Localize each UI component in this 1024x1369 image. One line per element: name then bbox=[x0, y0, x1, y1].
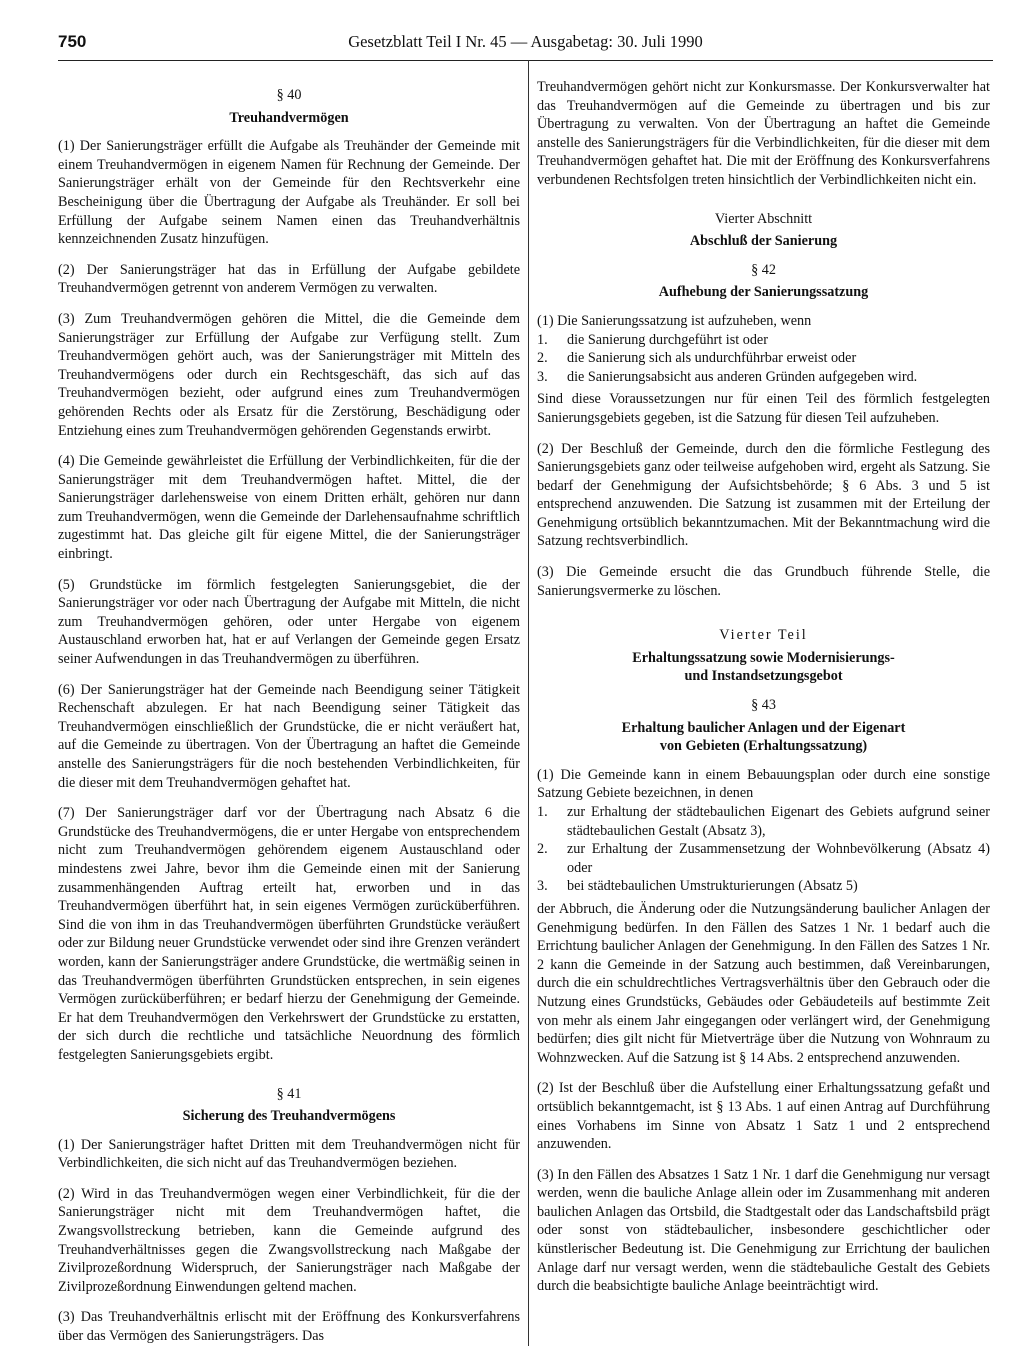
teil-label: Vierter Teil bbox=[719, 627, 808, 644]
section-41-para-3: (3) Das Treuhandverhältnis erlischt mit der Eröffnung des Konkursverfahrens über das Vermögen des Sanierungsträgers. Das bbox=[58, 1309, 520, 1345]
section-40-para-1: (1) Der Sanierungsträger erfüllt die Aufgabe als Treuhänder der Gemeinde mit einem Treuhandvermögen in eigenem Namen für Rechnung der Gemeinde. Der Sanierungsträger erhält von der Gemeinde für den Rechtsverkehr eine Bescheinigung über die Übertragung der Aufgabe als Treuhänder. Er soll bei Erfüllung der Aufgabe seinem Namen einen das Treuhandverhältnis kennzeichnenden Zusatz hinzufügen. bbox=[58, 138, 520, 248]
section-42-para-3: (3) Die Gemeinde ersucht die das Grundbuch führende Stelle, die Sanierungsvermerke zu löschen. bbox=[537, 564, 990, 599]
section-42-title: Aufhebung der Sanierungssatzung bbox=[658, 284, 869, 301]
continuation-paragraph: Treuhandvermögen gehört nicht zur Konkursmasse. Der Konkursverwalter hat das Treuhandvermögen auf die Gemeinde zu übertragen und bis zur Übertragung zu verwalten. Von der Übertragung an haftet die Gemeinde anstelle des Sanierungsträgers für die Verbindlichkeiten, für die dieser mit dem Treuhandvermögen gehaftet hat. Die mit der Eröffnung des Konkursverfahrens verbundenen Rechtsfolgen treten hinsichtlich der Verbindlichkeiten nicht ein. bbox=[537, 79, 990, 188]
column-divider bbox=[528, 60, 529, 1346]
list-item bbox=[537, 877, 990, 896]
list-item-number: 3. bbox=[537, 368, 548, 385]
section-40-para-7: (7) Der Sanierungsträger darf vor der Übertragung nach Absatz 6 die Grundstücke des Treuhandvermögens, die er unter Hergabe von entsprechendem nicht zum Treuhandvermögen gehörendem eigenem Austauschland oder mindestens zwei Jahre, bevor ihm die Gemeinde einen mit der Sanierung zusammenhängenden Auftrag erteilt hat, erworben und in das Treuhandvermögen überführt hat, in sein eigenes Vermögen zurücküberführen. Sind die von ihm in das Treuhandvermögen überführten Grundstücke veräußert oder zur Bildung neuer Grundstücke verwendet oder sind ihre Grenzen verändert worden, kann der Sanierungsträger andere Grundstücke, die wertmäßig seinen in das Treuhandvermögen überführten Grundstücken entsprechen, in sein eigenes Vermögen zurücküberführen; er bedarf hierzu der Genehmigung der Gemeinde. Er hat dem Treuhandvermögen den Verkehrswert der Grundstücke zu erstatten, der sich durch die rechtliche und tatsächliche Neuordnung des förmlich festgelegten Sanierungsgebiets ergibt. bbox=[58, 805, 520, 1063]
section-42-para-1-after: Sind diese Voraussetzungen nur für einen Teil des förmlich festgelegten Sanierungsgebiets gegeben, ist die Satzung für diesen Teil aufzuheben. bbox=[537, 391, 990, 426]
section-40-number: § 40 bbox=[276, 87, 302, 103]
teil-title-line-2: und Instandsetzungsgebot bbox=[684, 668, 843, 685]
list-item bbox=[537, 331, 990, 350]
section-41-title: Sicherung des Treuhandvermögens bbox=[182, 1108, 396, 1125]
list-item bbox=[537, 349, 990, 368]
list-item-number: 2. bbox=[537, 350, 548, 367]
left-column bbox=[58, 86, 520, 1358]
section-42-para-2: (2) Der Beschluß der Gemeinde, durch den die förmliche Festlegung des Sanierungsgebiets ganz oder teilweise aufgehoben wird, ergeht als Satzung. Sie bedarf der Genehmigung der Aufsichtsbehörde; § 6 Abs. 3 und 5 ist entsprechend anzuwenden. Die Satzung ist zusammen mit der Erteilung der Genehmigung ortsüblich bekanntzumachen. Mit der Bekanntmachung wird die Satzung rechtsverbindlich. bbox=[537, 440, 990, 550]
section-40-para-6: (6) Der Sanierungsträger hat der Gemeinde nach Beendigung seiner Tätigkeit Rechenschaft abzulegen. Er hat nach Beendigung seiner Tätigkeit das Treuhandvermögen einschließlich der Grundstücke, die er nicht veräußert hat, auf die Gemeinde zu übertragen. Von der Übertragung an haftet die Gemeinde anstelle des Sanierungsträgers für die noch bestehenden Verbindlichkeiten, für die dieser mit dem Treuhandvermögen gehaftet hat. bbox=[58, 681, 520, 791]
section-40-para-3: (3) Zum Treuhandvermögen gehören die Mittel, die die Gemeinde dem Sanierungsträger zur Erfüllung der Aufgabe zur Verfügung stellt. Zum Treuhandvermögen gehört auch, was der Sanierungsträger mit Mitteln des Treuhandvermögens oder durch ein Rechtsgeschäft, das sich auf das Treuhandvermögen bezieht, oder aufgrund eines zum Treuhandvermögen gehörenden Rechts oder als Ersatz für die Zerstörung, Beschädigung oder Entziehung eines zum Treuhandvermögen gehörenden Gegenstands erwirbt. bbox=[58, 310, 520, 439]
section-43-para-3: (3) In den Fällen des Absatzes 1 Satz 1 Nr. 1 darf die Genehmigung nur versagt werden, wenn die bauliche Anlage allein oder im Zusammenhang mit anderen baulichen Anlagen das Ortsbild, die Stadtgestalt oder das Landschaftsbild prägt oder sonst von städtebaulicher, insbesondere geschichtlicher oder künstlerischer Bedeutung ist. Die Genehmigung zur Errichtung der baulichen Anlage darf nur versagt werden, wenn die städtebauliche Gestalt des Gebiets durch die beabsichtigte bauliche Anlage beeinträchtigt wird. bbox=[537, 1166, 990, 1295]
list-item-text: zur Erhaltung der Zusammensetzung der Wohnbevölkerung (Absatz 4) oder bbox=[567, 841, 990, 876]
section-42-list bbox=[537, 331, 990, 387]
section-42-number: § 42 bbox=[751, 261, 776, 278]
section-42-para-1-intro: (1) Die Sanierungssatzung ist aufzuheben, wenn bbox=[537, 312, 812, 329]
list-item bbox=[537, 803, 990, 840]
abschnitt-label: Vierter Abschnitt bbox=[714, 210, 813, 227]
list-item-text: zur Erhaltung der städtebaulichen Eigenart des Gebiets aufgrund seiner städtebaulichen Gestalt (Absatz 3), bbox=[567, 804, 990, 839]
section-40-para-2: (2) Der Sanierungsträger hat das in Erfüllung der Aufgabe gebildete Treuhandvermögen getrennt von anderem Vermögen zu verwalten. bbox=[58, 261, 520, 297]
teil-title-line-1: Erhaltungssatzung sowie Modernisierungs- bbox=[632, 649, 895, 666]
section-40-title: Treuhandvermögen bbox=[229, 109, 349, 126]
page-header bbox=[58, 30, 993, 61]
section-43-title-line-2: von Gebieten (Erhaltungssatzung) bbox=[659, 738, 868, 755]
section-40-para-5: (5) Grundstücke im förmlich festgelegten Sanierungsgebiet, die der Sanierungsträger vor oder nach Übertragung der Aufgabe mit Mitteln, die nicht zum Treuhandvermögen gehören, oder unter Hergabe von eigenem Austauschland erworben hat, hat er auf Verlangen der Gemeinde gegen Ersatz seiner Aufwendungen in das Treuhandvermögen zu überführen. bbox=[58, 576, 520, 668]
abschnitt-title: Abschluß der Sanierung bbox=[689, 233, 838, 250]
section-43-number: § 43 bbox=[751, 697, 776, 714]
list-item-number: 2. bbox=[537, 841, 548, 858]
list-item-text: die Sanierung sich als undurchführbar erweist oder bbox=[567, 350, 857, 367]
section-40-para-4: (4) Die Gemeinde gewährleistet die Erfüllung der Verbindlichkeiten, für die der Sanierungsträger mit dem Treuhandvermögen haftet. Mittel, die der Sanierungsträger darlehensweise von einem Dritten erhält, gehören nur dann zum Treuhandvermögen, wenn die Gemeinde der Darlehensaufnahme schriftlich zugestimmt hat. Das gleiche gilt für eigene Mittel, die der Sanierungsträger einbringt. bbox=[58, 453, 520, 563]
section-43-para-1-intro: (1) Die Gemeinde kann in einem Bebauungsplan oder durch eine sonstige Satzung Gebiete bezeichnen, in denen bbox=[537, 766, 990, 802]
list-item-number: 3. bbox=[537, 878, 548, 895]
list-item bbox=[537, 840, 990, 877]
list-item-number: 1. bbox=[537, 331, 548, 348]
right-column bbox=[537, 78, 990, 1308]
list-item bbox=[537, 368, 990, 387]
list-item-text: bei städtebaulichen Umstrukturierungen (Absatz 5) bbox=[567, 878, 858, 895]
list-item-text: die Sanierungsabsicht aus anderen Gründen aufgegeben wird. bbox=[567, 368, 918, 385]
list-item-number: 1. bbox=[537, 804, 548, 820]
section-43-list bbox=[537, 803, 990, 896]
section-43-para-2: (2) Ist der Beschluß über die Aufstellung einer Erhaltungssatzung gefaßt und ortsüblich bekanntgemacht, ist § 13 Abs. 1 auf einen Antrag auf Durchführung eines Vorhabens im Sinne von Absatz 1 Satz 1 und 2 entsprechend anzuwenden. bbox=[537, 1080, 990, 1153]
section-43-para-1-after: der Abbruch, die Änderung oder die Nutzungsänderung baulicher Anlagen der Genehmigung bedürfen. In den Fällen des Satzes 1 Nr. 1 bedarf auch die Errichtung baulicher Anlagen der Genehmigung. In den Fällen des Satzes 1 Nr. 2 kann die Gemeinde in der Satzung auch bestimmen, daß Vereinbarungen, durch die ein schuldrechtliches Vertragsverhältnis über den Gebrauch oder die Nutzung eines Grundstücks, Gebäudes oder Gebäudeteils auf bestimmte Zeit von mehr als einem Jahr eingegangen oder verlängert wird, der Genehmigung bedürfen; dies gilt nicht für Mietverträge über die Nutzung von Wohnraum zu Wohnzwecken. Auf die Satzung ist § 14 Abs. 2 entsprechend anzuwenden. bbox=[537, 900, 990, 1066]
section-41-para-2: (2) Wird in das Treuhandvermögen wegen einer Verbindlichkeit, für die der Sanierungsträger nicht mit dem Treuhandvermögen haftet, die Zwangsvollstreckung betrieben, kann die Gemeinde aufgrund des Treuhandverhältnisses gegen die Zwangsvollstreckung nach Maßgabe der Zivilprozeßordnung Widerspruch, der Sanierungsträger nach Maßgabe der Zivilprozeßordnung Einwendungen geltend machen. bbox=[58, 1185, 520, 1295]
section-43-title-line-1: Erhaltung baulicher Anlagen und der Eigenart bbox=[621, 719, 906, 736]
section-41-para-1: (1) Der Sanierungsträger haftet Dritten mit dem Treuhandvermögen nicht für Verbindlichkeiten, die sich nicht auf das Treuhandvermögen beziehen. bbox=[58, 1136, 520, 1172]
page-number: 750 bbox=[58, 32, 87, 51]
header-title: Gesetzblatt Teil I Nr. 45 — Ausgabetag: 30. Juli 1990 bbox=[348, 32, 703, 51]
section-41-number: § 41 bbox=[276, 1085, 302, 1102]
list-item-text: die Sanierung durchgeführt ist oder bbox=[567, 331, 768, 348]
